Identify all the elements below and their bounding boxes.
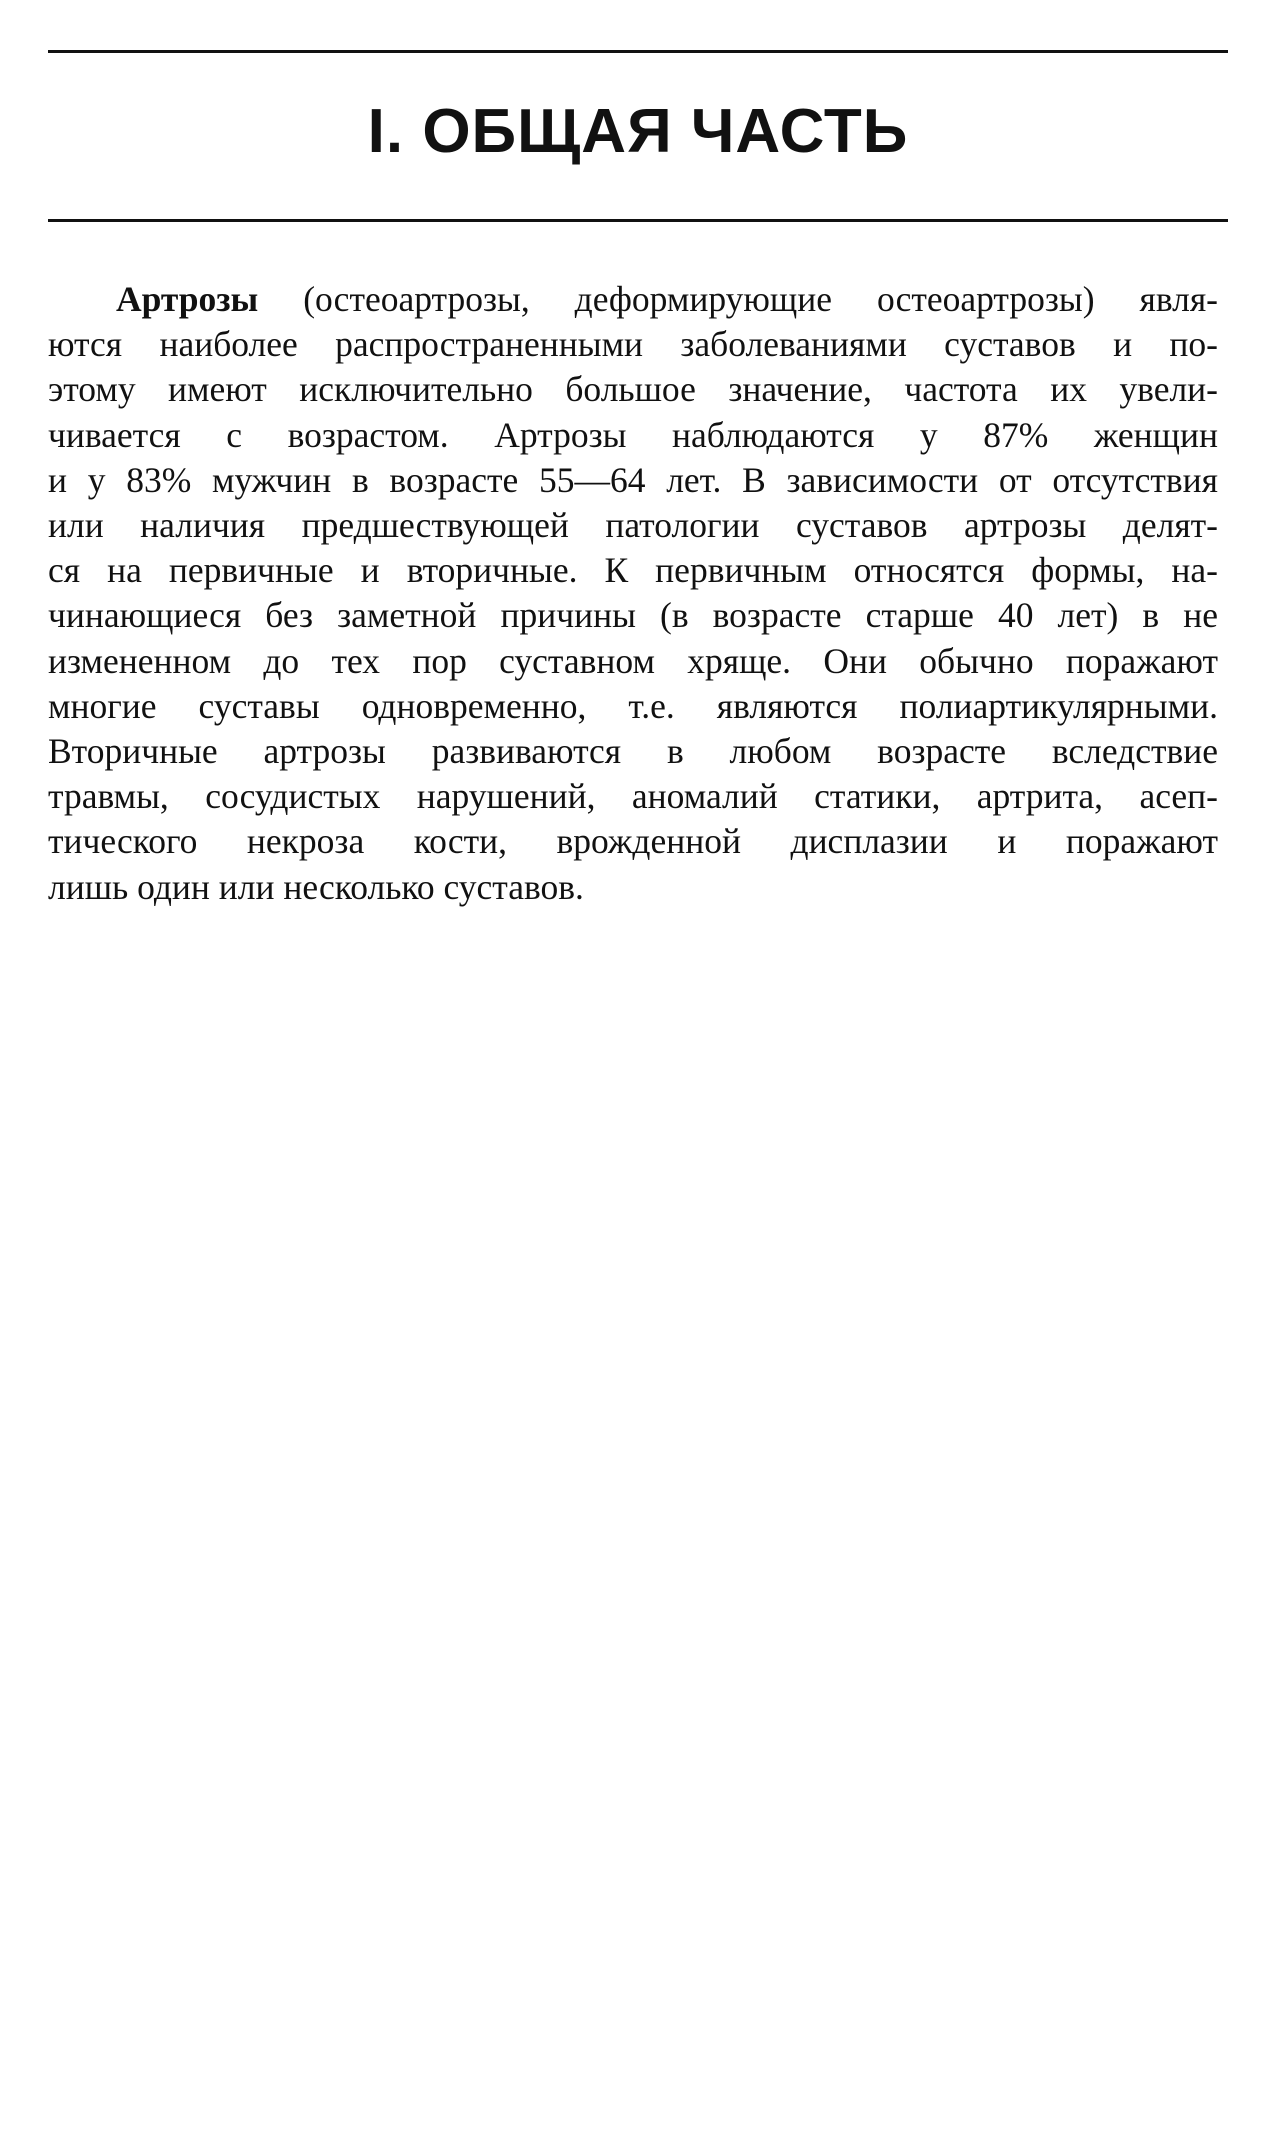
first-line-text: (остеоартрозы, деформирующие остеоартрозы) явля- bbox=[258, 279, 1218, 319]
paragraph-line: или наличия предшествующей патологии суставов артрозы делят- bbox=[48, 505, 1218, 546]
top-divider bbox=[48, 50, 1228, 53]
book-page bbox=[48, 0, 1228, 2146]
body-paragraph bbox=[48, 277, 1218, 910]
paragraph-line: тического некроза кости, врожденной дисплазии и поражают bbox=[48, 821, 1218, 862]
paragraph-line: этому имеют исключительно большое значение, частота их увели- bbox=[48, 369, 1218, 410]
paragraph-line: Вторичные артрозы развиваются в любом возрасте вследствие bbox=[48, 731, 1218, 772]
paragraph-line-last: лишь один или несколько суставов. bbox=[48, 866, 584, 907]
term-artrozy: Артрозы bbox=[116, 279, 259, 319]
paragraph-line: многие суставы одновременно, т.е. являются полиартикулярными. bbox=[48, 685, 1218, 726]
paragraph-line: и у 83% мужчин в возрасте 55—64 лет. В зависимости от отсутствия bbox=[48, 459, 1218, 500]
bottom-divider bbox=[48, 219, 1228, 222]
paragraph-line bbox=[48, 277, 1218, 322]
paragraph-line: травмы, сосудистых нарушений, аномалий статики, артрита, асеп- bbox=[48, 776, 1218, 817]
paragraph-line: измененном до тех пор суставном хряще. Они обычно поражают bbox=[48, 640, 1218, 681]
paragraph-line: ся на первичные и вторичные. К первичным относятся формы, на- bbox=[48, 550, 1218, 591]
paragraph-line: чивается с возрастом. Артрозы наблюдаются у 87% женщин bbox=[48, 414, 1218, 455]
section-title: I. ОБЩАЯ ЧАСТЬ bbox=[367, 97, 909, 166]
paragraph-line: ются наиболее распространенными заболеваниями суставов и по- bbox=[48, 324, 1218, 365]
paragraph-line: чинающиеся без заметной причины (в возрасте старше 40 лет) в не bbox=[48, 595, 1218, 636]
